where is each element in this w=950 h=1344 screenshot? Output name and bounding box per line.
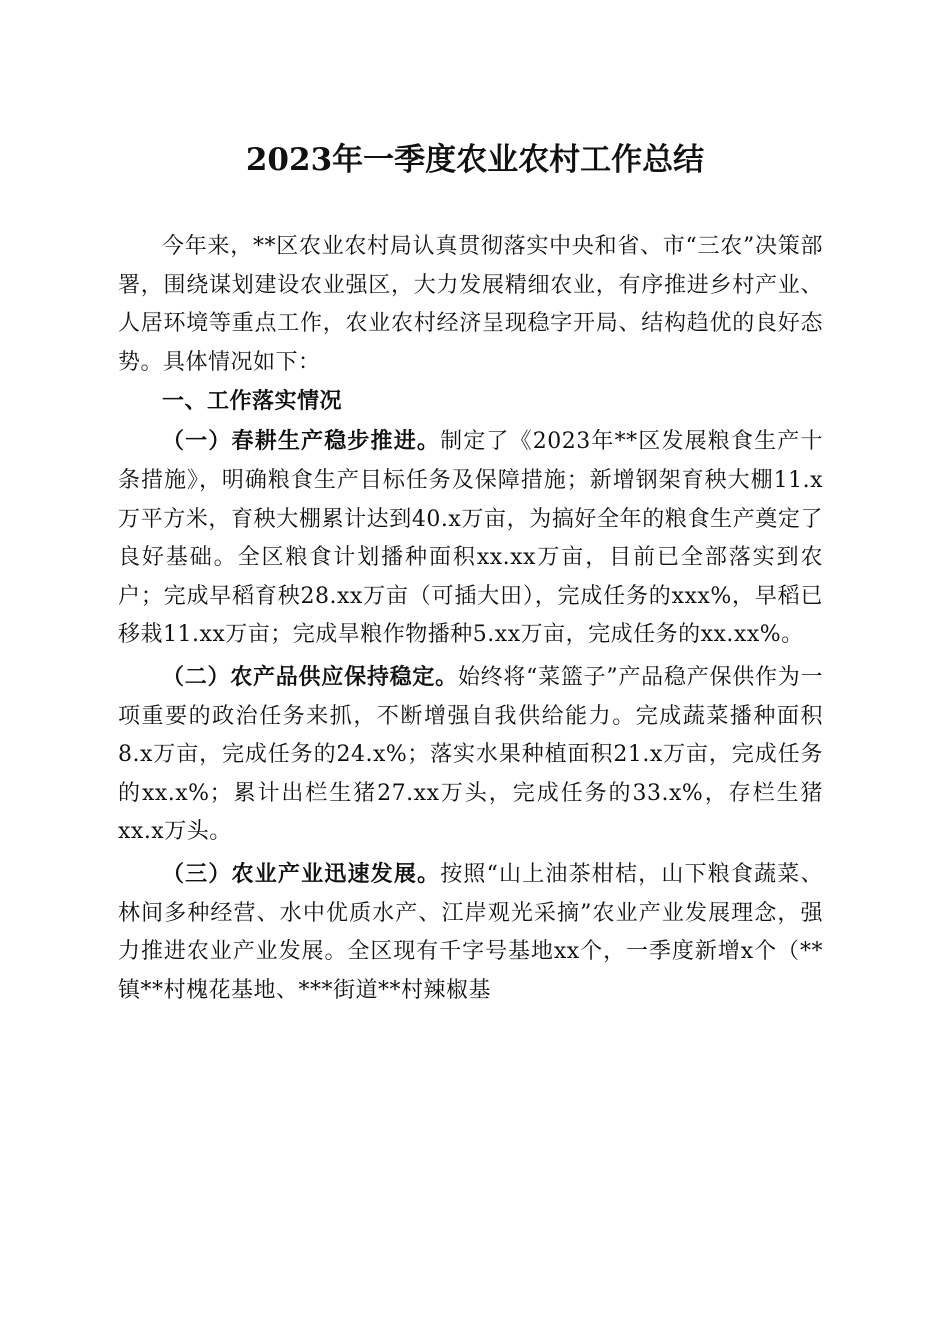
item-2-text: 始终将“菜篮子”产品稳产保供作为一项重要的政治任务来抓，不断增强自我供给能力。完成蔬菜播种面积8.x万亩，完成任务的24.x%；落实水果种植面积21.x万亩，完成任务的xx.x%；累计出栏生猪27.xx万头，完成任务的33.x%，存栏生猪xx.x万头。 [118,664,823,845]
section-heading: 一、工作落实情况 [162,389,343,415]
item-3-lead: （三）农业产业迅速发展。 [162,860,441,887]
document-body [118,228,823,1010]
item-2-lead: （二）农产品供应保持稳定。 [162,663,458,690]
paragraph-item-3 [118,855,823,1010]
item-3-text: 按照“山上油茶柑桔，山下粮食蔬菜、林间多种经营、水中优质水产、江岸观光采摘”农业产业发展理念，强力推进农业产业发展。全区现有千字号基地xx个，一季度新增x个（**镇**村槐花基地、***街道**村辣椒基 [118,861,823,1003]
paragraph-item-1 [118,422,823,655]
item-1-lead: （一）春耕生产稳步推进。 [162,428,441,455]
intro-paragraph: 今年来，**区农业农村局认真贯彻落实中央和省、市“三农”决策部署，围绕谋划建设农业强区，大力发展精细农业，有序推进乡村产业、人居环境等重点工作，农业农村经济呈现稳字开局、结构趋优的良好态势。具体情况如下： [118,234,823,375]
document-title: 2023年一季度农业农村工作总结 [245,142,705,178]
item-1-text: 制定了《2023年**区发展粮食生产十条措施》，明确粮食生产目标任务及保障措施；新增钢架育秧大棚11.x万平方米，育秧大棚累计达到40.x万亩，为搞好全年的粮食生产奠定了良好基础。全区粮食计划播种面积xx.xx万亩，目前已全部落实到农户；完成早稻育秧28.xx万亩（可插大田），完成任务的xxx%，早稻已移栽11.xx万亩；完成旱粮作物播种5.xx万亩，完成任务的xx.xx%。 [118,429,823,648]
paragraph-item-2 [118,658,823,852]
